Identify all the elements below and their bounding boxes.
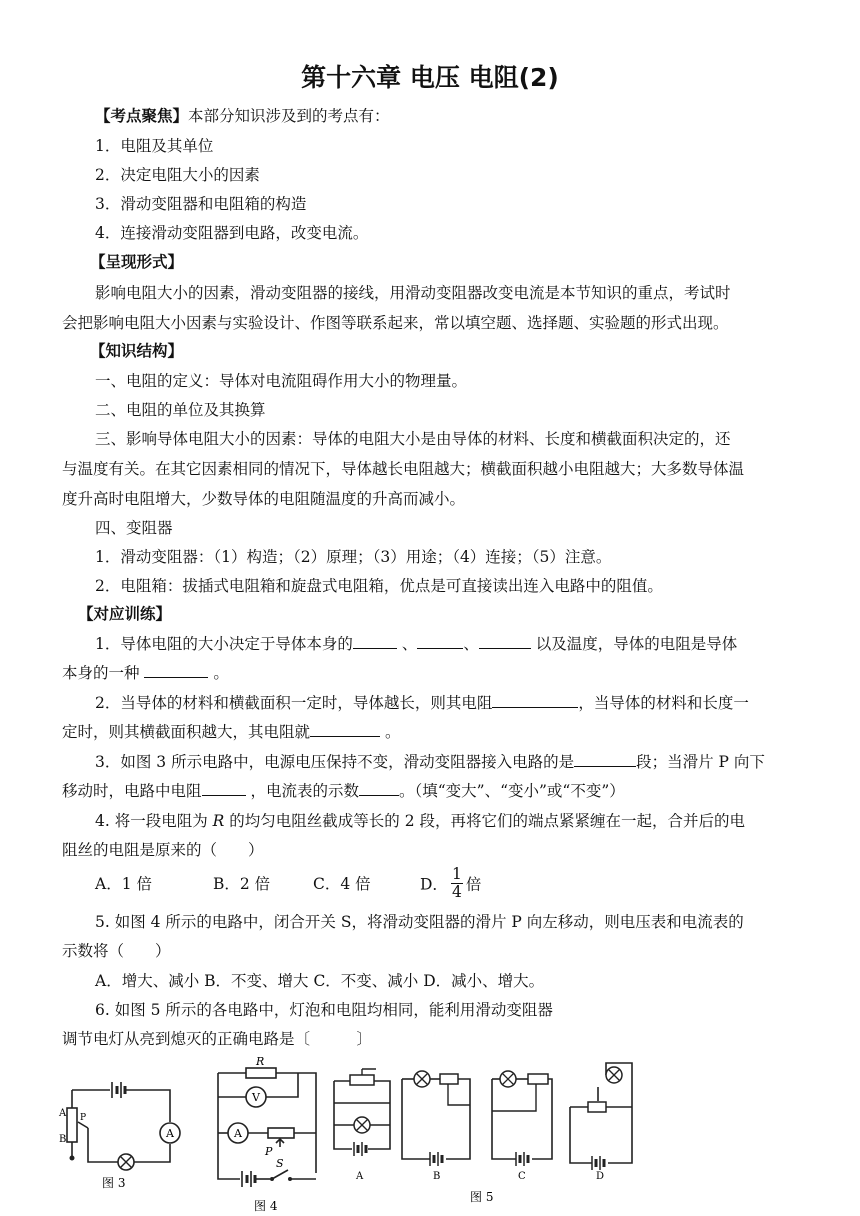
fig5b-slider-icon bbox=[448, 1084, 470, 1105]
fig5-caption: 图 5 bbox=[470, 1190, 494, 1204]
fig5d-lamp-icon bbox=[606, 1067, 622, 1083]
q1-text-b: 以及温度，导体的电阻是导体 bbox=[535, 635, 738, 653]
zhishi-p1: 一、电阻的定义：导体对电流阻碍作用大小的物理量。 bbox=[95, 372, 468, 390]
zhishi-p2: 二、电阻的单位及其换算 bbox=[95, 401, 266, 419]
fig4-slider-arrow-icon bbox=[276, 1139, 284, 1147]
fig4-battery-icon bbox=[242, 1171, 255, 1187]
figure-4-circuit bbox=[208, 1055, 328, 1215]
q1-line-2 bbox=[62, 661, 229, 683]
q1-blank-3 bbox=[479, 634, 531, 649]
fig5-circuit-c bbox=[492, 1079, 552, 1159]
q5-options: A．增大、减小 B．不变、增大 C．不变、减小 D．减小、增大。 bbox=[95, 972, 545, 990]
xunlian-heading: 【对应训练】 bbox=[78, 604, 172, 623]
fig4-switch-icon bbox=[270, 1170, 292, 1181]
q3-blank-1 bbox=[574, 752, 636, 767]
q2-text-c: 定时，则其横截面积越大，其电阻就 bbox=[62, 723, 311, 741]
fig5c-rheostat-icon bbox=[528, 1074, 548, 1084]
q1-text-c: 本身的一种 bbox=[62, 664, 140, 682]
fig5-circuit-b bbox=[402, 1079, 470, 1159]
fig5-label-a: A bbox=[356, 1171, 364, 1182]
fig5c-slider-icon bbox=[492, 1084, 536, 1111]
fig3-lamp-icon bbox=[118, 1154, 134, 1170]
q1-blank-4 bbox=[144, 663, 208, 678]
q2-blank-2 bbox=[310, 722, 380, 737]
fig5a-slider-icon bbox=[362, 1069, 376, 1075]
q1-sep-2: 、 bbox=[463, 635, 479, 653]
zhishi-p3-line-3: 度升高时电阻增大，少数导体的电阻随温度的升高而减小。 bbox=[62, 490, 466, 508]
q6-line-1: 6. 如图 5 所示的各电路中，灯泡和电阻均相同，能利用滑动变阻器 bbox=[95, 1001, 553, 1019]
fig3-terminal-dot-icon bbox=[70, 1156, 75, 1161]
q2-blank-1 bbox=[492, 693, 578, 708]
kaodian-item-4: 4．连接滑动变阻器到电路，改变电流。 bbox=[95, 224, 369, 242]
q4-variable-r: R bbox=[212, 812, 225, 830]
q4-option-c: C．4 倍 bbox=[313, 875, 371, 893]
q4-option-b: B．2 倍 bbox=[213, 875, 271, 893]
fig3-wire-bottom bbox=[88, 1128, 118, 1162]
q4-fraction-numerator: 1 bbox=[451, 865, 462, 883]
fig4-wire-outer-right bbox=[218, 1073, 316, 1173]
zhishi-p5: 1．滑动变阻器：（1）构造；（2）原理；（3）用途；（4）连接；（5）注意。 bbox=[95, 548, 612, 566]
q5-line-2: 示数将（ ） bbox=[62, 942, 171, 960]
fig3-label-a: A bbox=[59, 1108, 67, 1119]
q1-blank-2 bbox=[417, 634, 463, 649]
q3-line-1 bbox=[95, 750, 765, 772]
fig3-rheostat-icon bbox=[67, 1108, 77, 1142]
fig5b-battery-icon bbox=[430, 1152, 442, 1166]
q1-line-1 bbox=[95, 632, 737, 654]
fig4-ammeter-label: A bbox=[234, 1127, 242, 1140]
q3-line-2 bbox=[62, 779, 625, 801]
fig5-circuit-d bbox=[570, 1063, 632, 1163]
q6-line-2: 调节电灯从亮到熄灭的正确电路是〔 〕 bbox=[62, 1030, 373, 1048]
q2-text-d: 。 bbox=[384, 723, 401, 741]
zhishi-p3-line-1: 三、影响导体电阻大小的因素：导体的电阻大小是由导体的材料、长度和横截面积决定的，还 bbox=[95, 430, 731, 448]
q4-fraction bbox=[451, 866, 463, 901]
q4-option-a: A．1 倍 bbox=[95, 875, 152, 893]
q1-sep-1: 、 bbox=[401, 635, 418, 653]
q2-line-1 bbox=[95, 691, 749, 713]
figure-3-circuit bbox=[50, 1070, 200, 1195]
q3-text-d: ，电流表的示数 bbox=[250, 782, 359, 800]
fig3-ammeter-label: A bbox=[166, 1127, 174, 1140]
q3-text-b: 段；当滑片 P 向下 bbox=[636, 753, 765, 771]
figure-5-circuits bbox=[320, 1055, 640, 1210]
fig5d-battery-icon bbox=[592, 1156, 604, 1170]
fig4-label-r: R bbox=[256, 1055, 265, 1068]
fig3-label-p: P bbox=[80, 1113, 87, 1123]
kaodian-line bbox=[95, 104, 390, 126]
q4-option-d bbox=[420, 866, 481, 901]
q3-text-c: 移动时，电路中电阻 bbox=[62, 782, 202, 800]
chengxian-line-1: 影响电阻大小的因素，滑动变阻器的接线，用滑动变阻器改变电流是本节知识的重点，考试时 bbox=[95, 284, 731, 302]
q3-blank-3 bbox=[359, 781, 399, 796]
q2-line-2 bbox=[62, 720, 400, 742]
fig4-label-s: S bbox=[276, 1157, 284, 1170]
fig4-resistor-icon bbox=[246, 1068, 276, 1078]
kaodian-item-2: 2．决定电阻大小的因素 bbox=[95, 166, 260, 184]
fig4-caption: 图 4 bbox=[254, 1199, 278, 1213]
fig4-rheostat-icon bbox=[268, 1128, 294, 1138]
page-title: 第十六章 电压 电阻(2) bbox=[301, 63, 559, 92]
fig5b-lamp-icon bbox=[414, 1071, 430, 1087]
fig5-label-b: B bbox=[433, 1171, 441, 1182]
q3-text-e: 。（填“变大”、“变小”或“不变”） bbox=[398, 782, 625, 800]
chengxian-heading: 【呈现形式】 bbox=[90, 252, 184, 271]
q5-line-1: 5. 如图 4 所示的电路中，闭合开关 S，将滑动变阻器的滑片 P 向左移动，则电压表和电流表的 bbox=[95, 913, 744, 931]
fig5-circuit-a bbox=[334, 1081, 390, 1149]
q1-text-d: 。 bbox=[213, 664, 229, 682]
fig5a-lamp-icon bbox=[354, 1117, 370, 1133]
zhishi-p4: 四、变阻器 bbox=[95, 519, 173, 537]
fig5c-battery-icon bbox=[516, 1152, 528, 1166]
fig3-caption: 图 3 bbox=[102, 1176, 126, 1190]
fig5a-battery-icon bbox=[354, 1142, 366, 1156]
zhishi-p6: 2．电阻箱：拔插式电阻箱和旋盘式电阻箱，优点是可直接读出连入电路中的阻值。 bbox=[95, 577, 663, 595]
fig3-wire-top-right bbox=[126, 1090, 170, 1122]
kaodian-heading: 【考点聚焦】 bbox=[95, 106, 189, 125]
q4-option-d-prefix: D． bbox=[420, 875, 448, 894]
fig3-label-b: B bbox=[59, 1134, 67, 1145]
q1-text-a: 1．导体电阻的大小决定于导体本身的 bbox=[95, 635, 353, 653]
fig4-voltmeter-label: V bbox=[252, 1091, 260, 1104]
fig5-label-c: C bbox=[518, 1171, 526, 1182]
zhishi-heading: 【知识结构】 bbox=[90, 341, 184, 360]
q1-blank-1 bbox=[353, 634, 397, 649]
q4-line-1 bbox=[95, 809, 745, 831]
q3-text-a: 3．如图 3 所示电路中，电源电压保持不变，滑动变阻器接入电路的是 bbox=[95, 753, 575, 771]
fig5c-lamp-icon bbox=[500, 1071, 516, 1087]
fig4-label-p: P bbox=[265, 1145, 273, 1158]
q4-option-d-suffix: 倍 bbox=[465, 875, 482, 894]
fig3-battery-icon bbox=[112, 1082, 125, 1098]
q2-text-b: ，当导体的材料和长度一 bbox=[578, 694, 749, 712]
fig5b-rheostat-icon bbox=[440, 1074, 458, 1084]
chengxian-line-2: 会把影响电阻大小因素与实验设计、作图等联系起来，常以填空题、选择题、实验题的形式出现。 bbox=[62, 314, 729, 332]
fig5a-rheostat-icon bbox=[350, 1075, 374, 1085]
kaodian-intro: 本部分知识涉及到的考点有： bbox=[188, 107, 390, 125]
q4-text-a: 4. 将一段电阻为 bbox=[95, 812, 208, 830]
q2-text-a: 2．当导体的材料和横截面积一定时，导体越长，则其电阻 bbox=[95, 694, 493, 712]
fig3-wire-right bbox=[134, 1144, 170, 1162]
kaodian-item-3: 3．滑动变阻器和电阻箱的构造 bbox=[95, 195, 307, 213]
q3-blank-2 bbox=[202, 781, 246, 796]
kaodian-item-1: 1．电阻及其单位 bbox=[95, 137, 214, 155]
fig5-label-d: D bbox=[596, 1171, 605, 1182]
q4-line-2: 阻丝的电阻是原来的（ ） bbox=[62, 841, 264, 859]
q4-text-b: 的均匀电阻丝截成等长的 2 段，再将它们的端点紧紧缠在一起，合并后的电 bbox=[229, 812, 745, 830]
q4-fraction-denominator: 4 bbox=[451, 883, 462, 901]
zhishi-p3-line-2: 与温度有关。在其它因素相同的情况下，导体越长电阻越大；横截面积越小电阻越大；大多数导体温 bbox=[62, 460, 745, 478]
fig5d-rheostat-icon bbox=[588, 1102, 606, 1112]
